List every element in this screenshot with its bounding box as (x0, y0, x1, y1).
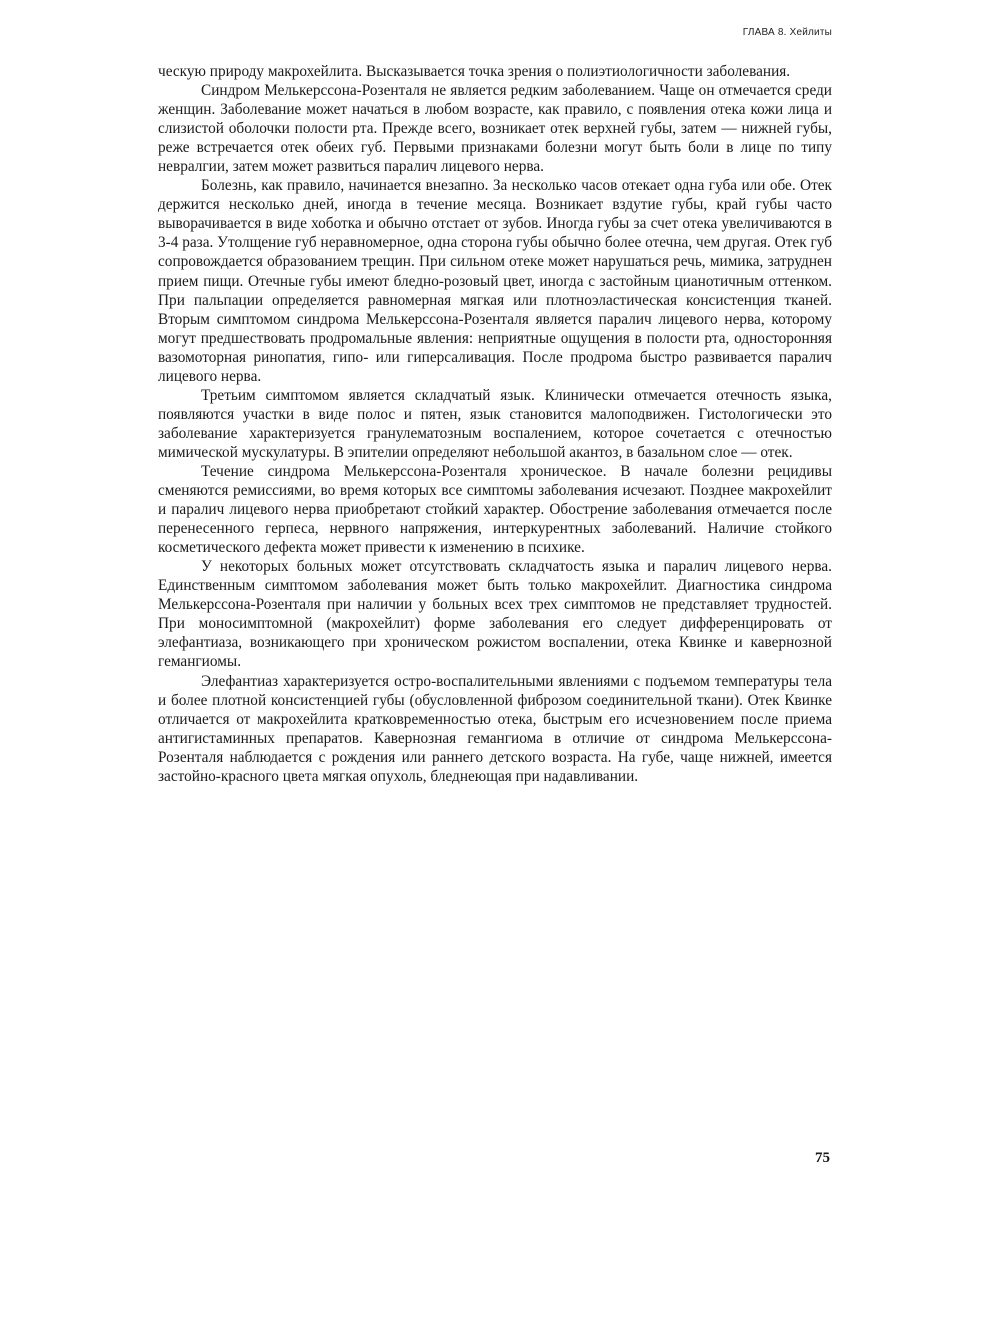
paragraph: У некоторых больных может отсутствовать складчатость языка и паралич лицевого нерва. Единственным симптомом заболевания может быть только макрохейлит. Диагностика синдрома Мелькерссона-Розенталя при наличии у больных всех трех симптомов не представляет трудностей. При моносимптомной (макрохейлит) форме заболевания его следует дифференцировать от элефантиаза, возникающего при хроническом рожистом воспалении, отека Квинке и кавернозной гемангиомы. (158, 558, 832, 671)
paragraph: Течение синдрома Мелькерссона-Розенталя хроническое. В начале болезни рецидивы сменяются ремиссиями, во время которых все симптомы заболевания исчезают. Позднее макрохейлит и паралич лицевого нерва приобретают стойкий характер. Обострение заболевания отмечается после перенесенного герпеса, нервного напряжения, интеркурентных заболеваний. Наличие стойкого косметического дефекта может привести к изменению в психике. (158, 462, 832, 557)
paragraph: Элефантиаз характеризуется остро-воспалительными явлениями с подъемом температуры тела и более плотной консистенцией губы (обусловленной фиброзом соединительной ткани). Отек Квинке отличается от макрохейлита кратковременностью отека, быстрым его исчезновением после приема антигистаминных препаратов. Кавернозная гемангиома в отличие от синдрома Мелькерссона-Розенталя наблюдается с рождения или раннего детского возраста. На губе, чаще нижней, имеется застойно-красного цвета мягкая опухоль, бледнеющая при надавливании. (158, 672, 832, 785)
body-text (158, 62, 832, 786)
running-header: ГЛАВА 8. Хейлиты (742, 27, 832, 38)
paragraph: ческую природу макрохейлита. Высказывается точка зрения о полиэтиологичности заболевания. (158, 63, 791, 80)
paragraph: Болезнь, как правило, начинается внезапно. За несколько часов отекает одна губа или обе. Отек держится несколько дней, иногда в течение месяца. Возникает вздутие губы, край губы часто выворачивается в виде хоботка и обычно отстает от зубов. Иногда губы за счет отека увеличиваются в 3-4 раза. Утолщение губ неравномерное, одна сторона губы обычно более отечна, чем другая. Отек губ сопровождается образованием трещин. При сильном отеке может нарушаться речь, мимика, затруднен прием пищи. Отечные губы имеют бледно-розовый цвет, иногда с застойным цианотичным оттенком. При пальпации определяется равномерная мягкая или плотноэластическая консистенция тканей. Вторым симптомом синдрома Мелькерссона-Розенталя является паралич лицевого нерва, которому могут предшествовать продромальные явления: неприятные ощущения в полости рта, односторонняя вазомоторная ринопатия, гипо- или гиперсаливация. После продрома быстро развивается паралич лицевого нерва. (158, 177, 832, 385)
paragraph: Синдром Мелькерссона-Розенталя не является редким заболеванием. Чаще он отмечается среди женщин. Заболевание может начаться в любом возрасте, как правило, с появления отека кожи лица и слизистой оболочки полости рта. Прежде всего, возникает отек верхней губы, затем — нижней губы, реже встречается отек обеих губ. Первыми признаками болезни могут быть боли в лице по типу невралгии, затем может развиться паралич лицевого нерва. (158, 82, 832, 176)
page-number: 75 (815, 1150, 830, 1166)
paragraph: Третьим симптомом является складчатый язык. Клинически отмечается отечность языка, появляются участки в виде полос и пятен, язык становится малоподвижен. Гистологически это заболевание характеризуется гранулематозным воспалением, которое сочетается с отечностью мимической мускулатуры. В эпителии определяют небольшой акантоз, в базальном слое — отек. (158, 386, 832, 461)
